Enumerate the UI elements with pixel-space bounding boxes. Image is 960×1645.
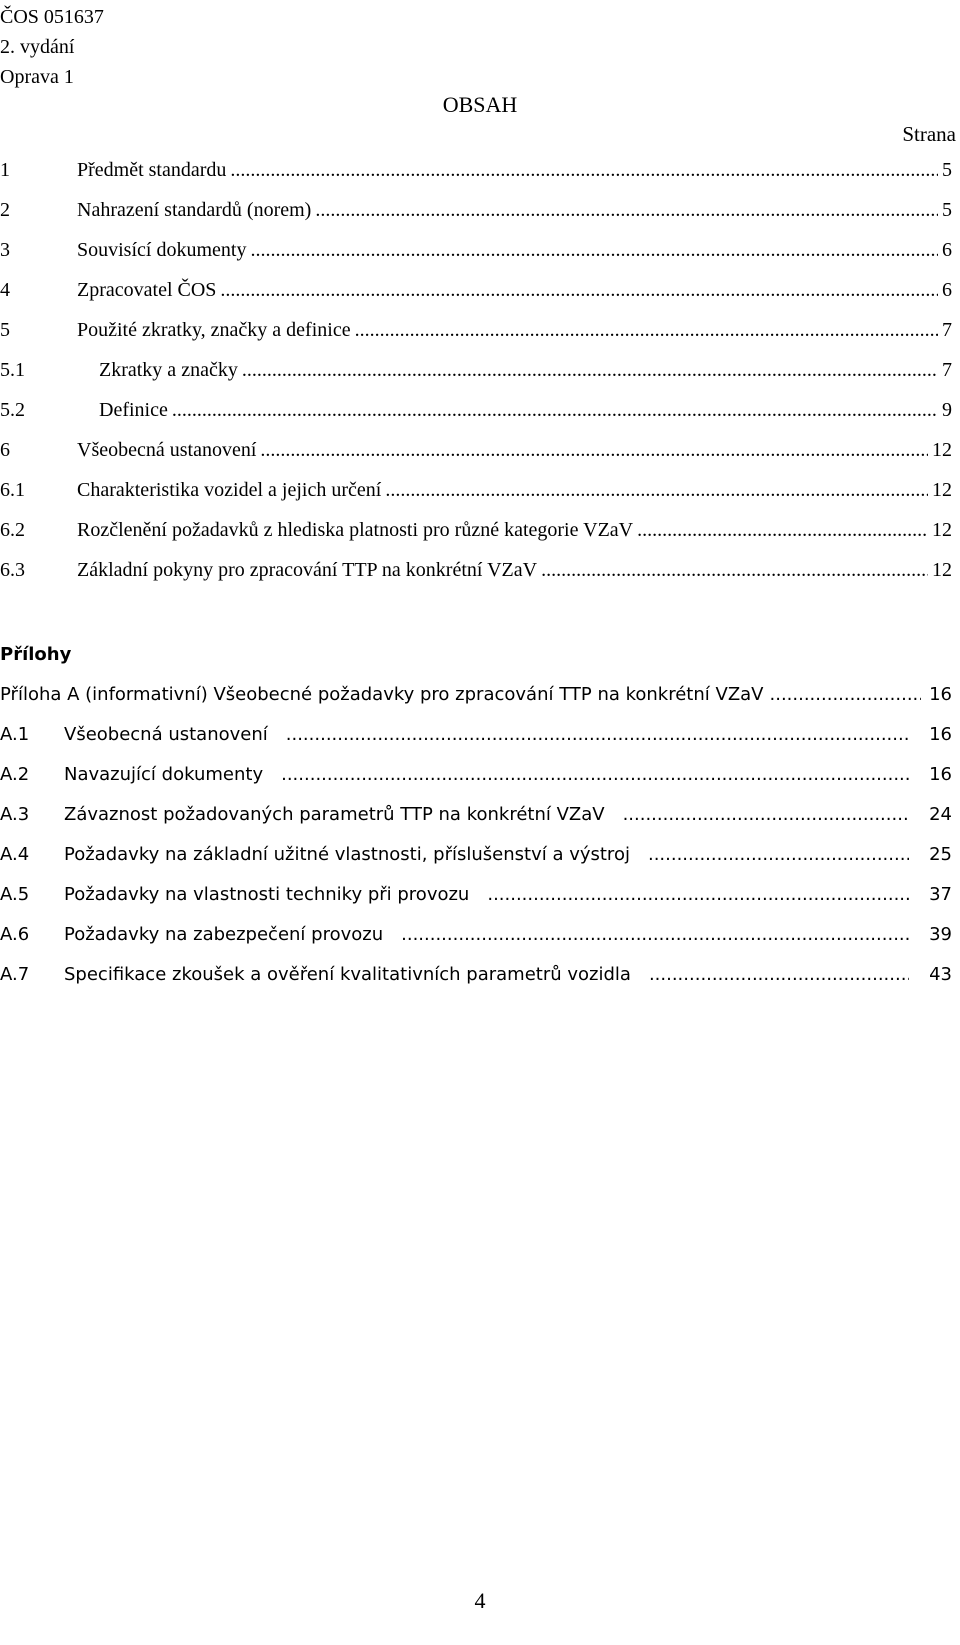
annex-entry[interactable] (0, 884, 952, 905)
toc-page: 9 (942, 399, 952, 421)
toc-number: 6.1 (0, 479, 25, 501)
toc-leader (401, 924, 909, 945)
standard-code: ČOS 051637 (0, 6, 104, 28)
annex-label: Požadavky na základní užitné vlastnosti, příslušenství a výstroj (64, 844, 630, 865)
toc-leader (541, 559, 928, 582)
toc-page: 7 (942, 319, 952, 341)
toc-leader (649, 964, 909, 985)
annex-number: A.4 (0, 844, 30, 865)
annex-page: 16 (929, 764, 952, 785)
toc-page: 12 (932, 479, 952, 501)
toc-leader (770, 684, 922, 705)
toc-leader (220, 279, 938, 302)
annex-number: A.6 (0, 924, 30, 945)
annex-label: Specifikace zkoušek a ověření kvalitativních parametrů vozidla (64, 964, 631, 985)
toc-leader (230, 159, 938, 182)
document-header (0, 2, 104, 92)
toc-leader (623, 804, 910, 825)
annex-entry[interactable] (0, 724, 952, 745)
toc-label: Základní pokyny pro zpracování TTP na konkrétní VZaV (77, 559, 538, 581)
toc-leader (242, 359, 938, 382)
toc-leader (281, 764, 909, 785)
toc-leader (487, 884, 909, 905)
page-number: 4 (474, 1588, 486, 1613)
annex-page: 24 (929, 804, 952, 825)
annex-number: A.3 (0, 804, 30, 825)
toc-label: Zpracovatel ČOS (77, 279, 217, 301)
toc-leader (172, 399, 938, 422)
toc-leader (250, 239, 938, 262)
toc-label: Všeobecná ustanovení (77, 439, 257, 461)
annex-main-label: Příloha A (informativní) Všeobecné požadavky pro zpracování TTP na konkrétní VZaV (0, 684, 764, 705)
toc-leader (315, 199, 938, 222)
annex-number: A.1 (0, 724, 30, 745)
annex-label: Navazující dokumenty (64, 764, 264, 785)
toc-number: 4 (0, 279, 10, 301)
toc-number: 5 (0, 319, 10, 341)
toc-label: Nahrazení standardů (norem) (77, 199, 312, 221)
annex-page: 25 (929, 844, 952, 865)
toc-entry[interactable] (0, 559, 952, 582)
annex-label: Požadavky na zabezpečení provozu (64, 924, 384, 945)
annex-page: 39 (929, 924, 952, 945)
annex-label: Závaznost požadovaných parametrů TTP na konkrétní VZaV (64, 804, 605, 825)
toc-entry[interactable] (0, 479, 952, 502)
toc-entry[interactable] (0, 399, 952, 422)
toc-page: 7 (942, 359, 952, 381)
edition: 2. vydání (0, 36, 75, 58)
toc-page: 5 (942, 159, 952, 181)
toc-entry[interactable] (0, 159, 952, 182)
annex-page: 16 (929, 724, 952, 745)
toc-entry[interactable] (0, 199, 952, 222)
toc-number: 2 (0, 199, 10, 221)
toc-number: 3 (0, 239, 10, 261)
annex-main-entry[interactable] (0, 684, 952, 705)
toc-entry[interactable] (0, 439, 952, 462)
annex-page: 37 (929, 884, 952, 905)
toc-entry[interactable] (0, 519, 952, 542)
toc-page: 12 (932, 439, 952, 461)
annex-entry[interactable] (0, 844, 952, 865)
toc-number: 1 (0, 159, 10, 181)
toc-number: 5.2 (0, 399, 25, 421)
annex-page: 43 (929, 964, 952, 985)
toc-label: Definice (99, 399, 168, 421)
toc-number: 6 (0, 439, 10, 461)
annex-main-page: 16 (929, 684, 952, 705)
toc-leader (385, 479, 928, 502)
toc-entry[interactable] (0, 359, 952, 382)
toc-number: 5.1 (0, 359, 25, 381)
toc-leader (637, 519, 928, 542)
toc-label: Souvisící dokumenty (77, 239, 247, 261)
annex-entry[interactable] (0, 764, 952, 785)
toc-leader (260, 439, 928, 462)
toc-number: 6.2 (0, 519, 25, 541)
toc-label: Předmět standardu (77, 159, 227, 181)
annex-number: A.7 (0, 964, 30, 985)
toc-label: Charakteristika vozidel a jejich určení (77, 479, 382, 501)
toc-entry[interactable] (0, 319, 952, 342)
toc-page: 12 (932, 559, 952, 581)
toc-entry[interactable] (0, 279, 952, 302)
annex-entry[interactable] (0, 964, 952, 985)
annex-number: A.5 (0, 884, 30, 905)
annex-entry[interactable] (0, 924, 952, 945)
toc-number: 6.3 (0, 559, 25, 581)
toc-page: 12 (932, 519, 952, 541)
toc-leader (648, 844, 909, 865)
toc-page: 6 (942, 239, 952, 261)
page-title: OBSAH (442, 92, 518, 117)
page-column-header: Strana (902, 122, 956, 146)
annexes-heading: Přílohy (0, 644, 72, 665)
annex-label: Požadavky na vlastnosti techniky při provozu (64, 884, 470, 905)
toc-label: Použité zkratky, značky a definice (77, 319, 351, 341)
toc-page: 5 (942, 199, 952, 221)
annex-number: A.2 (0, 764, 30, 785)
annex-label: Všeobecná ustanovení (64, 724, 268, 745)
toc-entry[interactable] (0, 239, 952, 262)
toc-label: Rozčlenění požadavků z hlediska platnosti pro různé kategorie VZaV (77, 519, 634, 541)
correction: Oprava 1 (0, 66, 74, 88)
toc-label: Zkratky a značky (99, 359, 238, 381)
annex-entry[interactable] (0, 804, 952, 825)
toc-page: 6 (942, 279, 952, 301)
toc-leader (286, 724, 909, 745)
toc-leader (355, 319, 938, 342)
